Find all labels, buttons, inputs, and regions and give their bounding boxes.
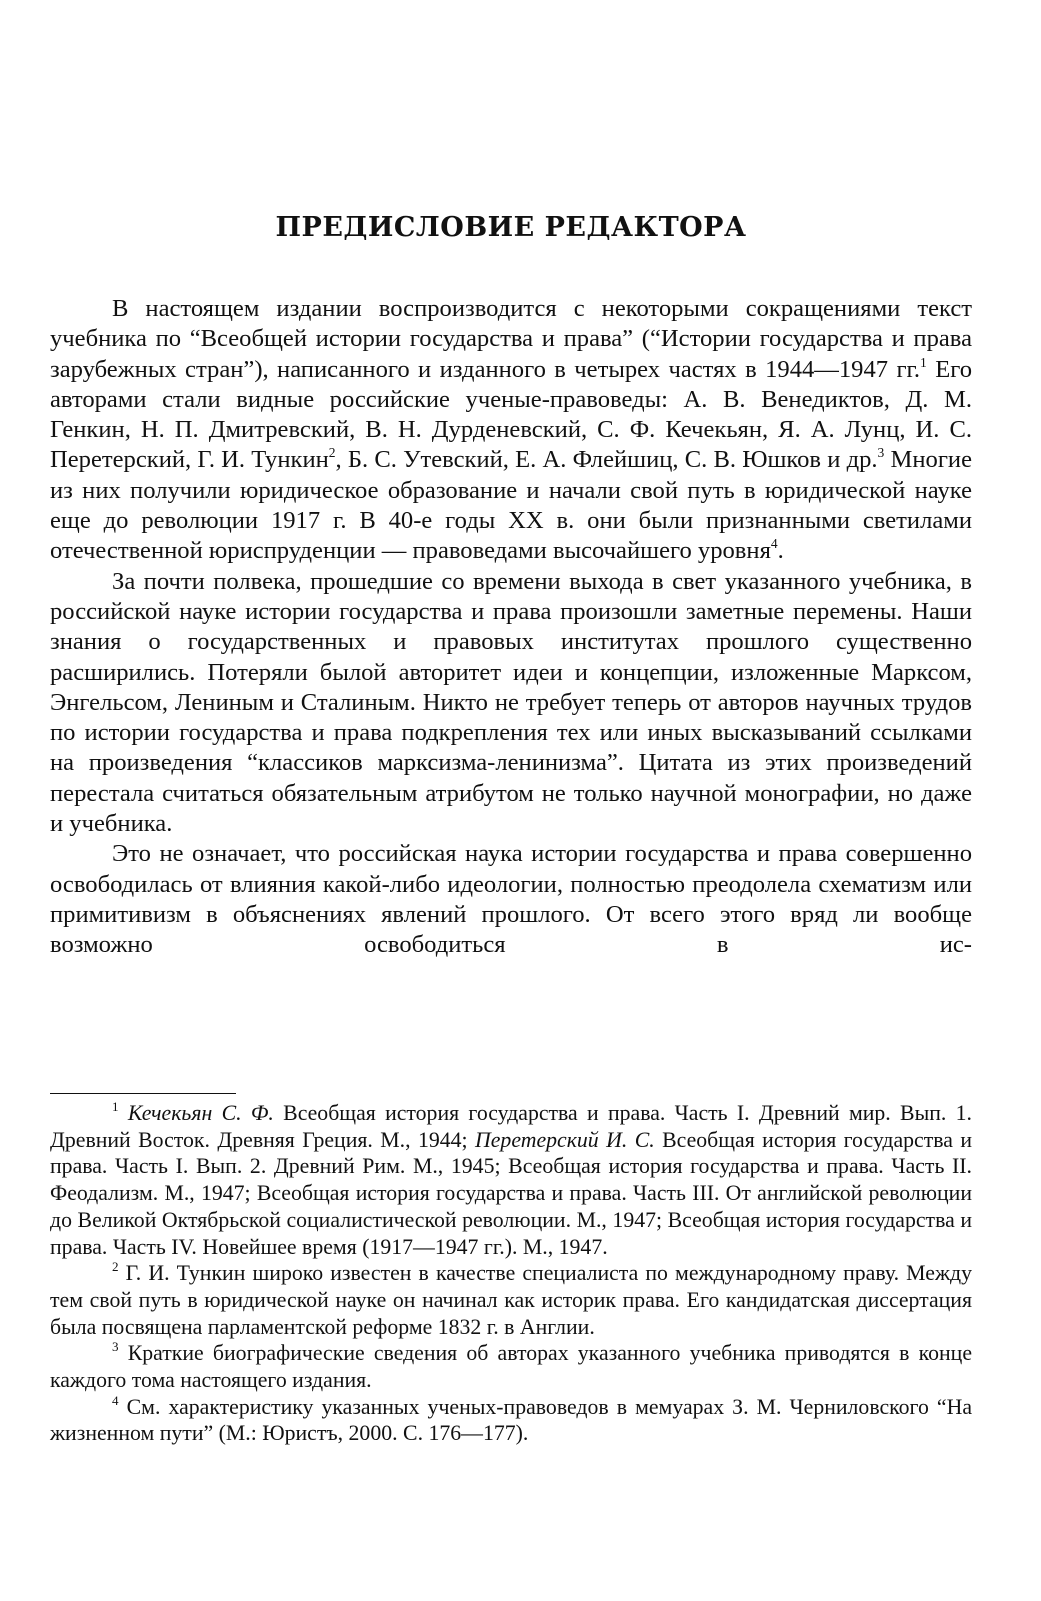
footnote-1-part-b: Всеобщая история государства и права. Часть I. Вып. 2. Древний Рим. М., 1945; Всеобщая история государства и права. Часть II. Феодализм. М., 1947; Всеобщая история государства и права. Часть III. От английской революции до Великой Октябрьской социалистической революции. М., 1947; Всеобщая история государства и права. Часть IV. Новейшее время (1917—1947 гг.). М., 1947. xyxy=(50,1127,972,1259)
paragraph-1-part-c: , Б. С. Утевский, Е. А. Флейшиц, С. В. Юшков и др. xyxy=(335,446,878,474)
footnote-3-text: Краткие биографические сведения об авторах указанного учебника приводятся в конце каждого тома настоящего издания. xyxy=(50,1341,972,1393)
footnotes xyxy=(50,1100,972,1447)
footnote-4-mark: 4 xyxy=(112,1392,119,1408)
footnote-1-author-2: Перетерский И. С. xyxy=(475,1127,655,1152)
footnote-3 xyxy=(50,1340,972,1393)
footnote-2-text: Г. И. Тункин широко известен в качестве специалиста по международному праву. Между тем свой путь в юридической науке он начинал как историк права. Его кандидатская диссертация была посвящена парламентской реформе 1832 г. в Англии. xyxy=(50,1261,972,1339)
footnote-ref-3: 3 xyxy=(877,445,885,461)
footnote-1-mark: 1 xyxy=(112,1098,119,1114)
footnote-4-text: См. характеристику указанных ученых-правоведов в мемуарах З. М. Черниловского “На жизненном пути” (М.: Юристъ, 2000. С. 176—177). xyxy=(50,1394,972,1446)
footnote-1-author-1: Кечекьян С. Ф. xyxy=(127,1101,274,1125)
paragraph-1-part-e: . xyxy=(777,537,784,565)
main-text xyxy=(50,294,972,961)
footnote-2-mark: 2 xyxy=(112,1259,119,1275)
footnote-3-mark: 3 xyxy=(112,1339,119,1355)
footnote-divider xyxy=(50,1093,236,1094)
footnote-4 xyxy=(50,1394,972,1447)
footnote-1-part-a: Всеобщая история государства и права. Часть I. Древний мир. Вып. 1. Древний Восток. Древняя Греция. М., 1944; xyxy=(50,1101,972,1152)
footnote-1 xyxy=(50,1100,972,1260)
paragraph-1-part-a: В настоящем издании воспроизводится с некоторыми сокращениями текст учебника по “Всеобщей истории государства и права” (“Истории государства и права зарубежных стран”), написанного и изданного в четырех частях в 1944—1947 гг. xyxy=(50,295,972,383)
footnote-ref-1: 1 xyxy=(920,354,927,370)
footnote-ref-2: 2 xyxy=(328,445,336,461)
paragraph-1-part-d: Многие из них получили юридическое образование и начали свой путь в юридической науке еще до революции 1917 г. В 40-е годы XX в. они были признанными светилами отечественной юриспруденции — правоведами высочайшего уровня xyxy=(50,446,972,565)
paragraph-3: Это не означает, что российская наука истории государства и права совершенно освободилась от влияния какой-либо идеологии, полностью преодолела схематизм или примитивизм в объяснениях явлений прошлого. От всего этого вряд ли вообще возможно освободиться в ис- xyxy=(50,840,972,959)
paragraph-1 xyxy=(50,294,972,567)
paragraph-1-part-b: Его авторами стали видные российские ученые-правоведы: А. В. Венедиктов, Д. М. Генкин, Н. П. Дмитревский, В. Н. Дурденевский, С. Ф. Кечекьян, Я. А. Лунц, И. С. Перетерский, Г. И. Тункин xyxy=(50,355,972,474)
footnote-ref-4: 4 xyxy=(770,536,778,552)
paragraph-2: За почти полвека, прошедшие со времени выхода в свет указанного учебника, в российской науке истории государства и права произошли заметные перемены. Наши знания о государственных и правовых институтах прошлого существенно расширились. Потеряли былой авторитет идеи и концепции, изложенные Марксом, Энгельсом, Лениным и Сталиным. Никто не требует теперь от авторов научных трудов по истории государства и права подкрепления тех или иных высказываний ссылками на произведения “классиков марксизма-ленинизма”. Цитата из этих произведений перестала считаться обязательным атрибутом не только научной монографии, но даже и учебника. xyxy=(50,567,972,838)
page xyxy=(50,0,972,1601)
page-title: ПРЕДИСЛОВИЕ РЕДАКТОРА xyxy=(275,212,747,243)
footnote-2 xyxy=(50,1260,972,1340)
